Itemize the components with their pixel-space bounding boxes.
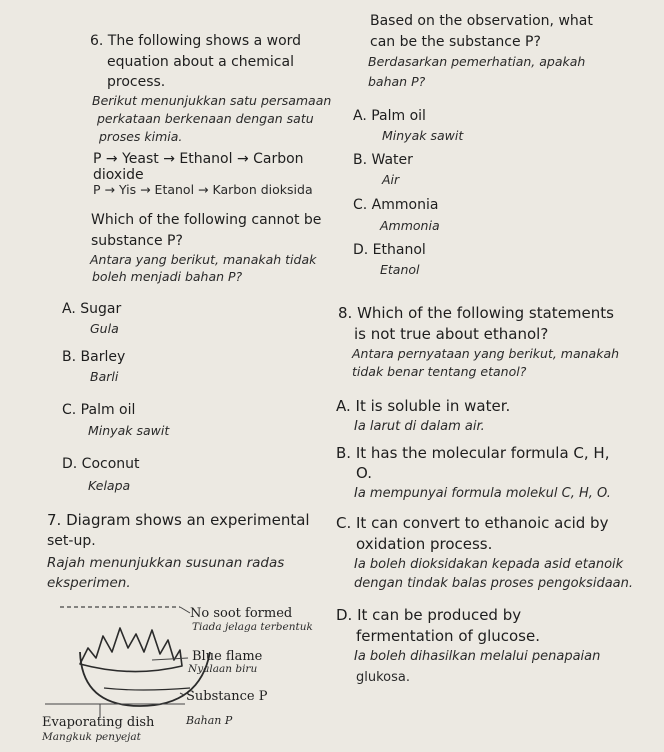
q6-equation-line-1: P → Yeast → Ethanol → Carbon xyxy=(93,151,304,167)
q6-question-my-line-1: Antara yang berikut, manakah tidak xyxy=(90,252,317,267)
q8-option-b-my: Ia mempunyai formula molekul C, H, O. xyxy=(354,486,611,501)
q8-option-d-my-line-1: Ia boleh dihasilkan melalui penapaian xyxy=(354,649,601,664)
q7-option-d-my: Etanol xyxy=(380,262,420,277)
q6-option-a[interactable]: A. Sugar xyxy=(62,301,122,317)
q6-question-line-1: Which of the following cannot be xyxy=(91,212,322,228)
q6-stem-my-line-2: perkataan berkenaan dengan satu xyxy=(97,111,314,126)
q6-equation-my: P → Yis → Etanol → Karbon dioksida xyxy=(93,182,313,197)
label-no-soot-my: Tiada jelaga terbentuk xyxy=(192,621,313,633)
q6-option-b-my: Barli xyxy=(90,369,119,384)
q8-stem-line-2: is not true about ethanol? xyxy=(354,325,549,343)
flame-leader-line xyxy=(152,658,188,660)
liquid-surface xyxy=(104,688,190,690)
q8-stem-my-line-1: Antara pernyataan yang berikut, manakah xyxy=(352,346,620,361)
q7-option-b[interactable]: B. Water xyxy=(353,152,413,168)
q7-option-c-my: Ammonia xyxy=(380,218,440,233)
q6-stem-my-line-1: Berikut menunjukkan satu persamaan xyxy=(92,93,332,108)
q8-option-c-line-2: oxidation process. xyxy=(356,535,493,553)
q8-option-d-line-2: fermentation of glucose. xyxy=(356,627,540,645)
label-substance-p-my: Bahan P xyxy=(186,714,233,727)
q7-option-c[interactable]: C. Ammonia xyxy=(353,197,439,213)
q7-stem-line-1: 7. Diagram shows an experimental xyxy=(47,511,310,529)
q8-option-a[interactable]: A. It is soluble in water. xyxy=(336,397,511,415)
q7-option-a[interactable]: A. Palm oil xyxy=(353,108,426,124)
q7-stem-my-line-2: eksperimen. xyxy=(47,575,131,591)
label-evaporating-dish-my: Mangkuk penyejat xyxy=(42,731,141,743)
q6-stem-my-line-3: proses kimia. xyxy=(99,129,183,144)
q8-option-c-my-line-2: dengan tindak balas proses pengoksidaan. xyxy=(354,576,633,591)
q7-question-my-line-2: bahan P? xyxy=(368,74,426,89)
label-blue-flame-my: Nyalaan biru xyxy=(188,663,258,675)
q7-option-d[interactable]: D. Ethanol xyxy=(353,242,426,258)
q8-stem-my-line-2: tidak benar tentang etanol? xyxy=(352,364,527,379)
q7-question-line-1: Based on the observation, what xyxy=(370,13,593,29)
q7-option-a-my: Minyak sawit xyxy=(382,128,464,143)
q6-equation-line-2: dioxide xyxy=(93,167,144,183)
label-no-soot: No soot formed xyxy=(190,606,293,621)
label-substance-p: Substance P xyxy=(186,689,268,704)
q7-question-line-2: can be the substance P? xyxy=(370,34,541,50)
q6-stem-line-2: equation about a chemical xyxy=(107,54,294,70)
q7-stem-line-2: set-up. xyxy=(47,533,96,549)
q6-option-d[interactable]: D. Coconut xyxy=(62,456,140,472)
q8-option-d-line-1[interactable]: D. It can be produced by xyxy=(336,606,522,624)
q7-option-b-my: Air xyxy=(382,172,400,187)
q7-stem-my-line-1: Rajah menunjukkan susunan radas xyxy=(47,555,285,571)
q6-question-my-line-2: boleh menjadi bahan P? xyxy=(92,269,243,284)
q6-option-a-my: Gula xyxy=(90,321,119,336)
q8-option-d-my-line-2: glukosa. xyxy=(356,670,410,685)
q8-option-b-line-2: O. xyxy=(356,464,372,482)
q6-stem-line-3: process. xyxy=(107,74,166,90)
flame-icon xyxy=(80,628,182,672)
label-blue-flame: Blue flame xyxy=(192,649,263,664)
experiment-diagram xyxy=(40,600,330,750)
label-evaporating-dish: Evaporating dish xyxy=(42,715,155,730)
q6-option-c[interactable]: C. Palm oil xyxy=(62,402,136,418)
q6-question-line-2: substance P? xyxy=(91,233,183,249)
q8-option-c-line-1[interactable]: C. It can convert to ethanoic acid by xyxy=(336,514,609,532)
q6-stem-line-1: 6. The following shows a word xyxy=(90,33,302,49)
q8-option-b-line-1[interactable]: B. It has the molecular formula C, H, xyxy=(336,444,610,462)
q7-question-my-line-1: Berdasarkan pemerhatian, apakah xyxy=(368,54,586,69)
q8-option-c-my-line-1: Ia boleh dioksidakan kepada asid etanoik xyxy=(354,557,624,572)
q8-stem-line-1: 8. Which of the following statements xyxy=(338,304,614,322)
q6-option-c-my: Minyak sawit xyxy=(88,423,170,438)
q6-option-b[interactable]: B. Barley xyxy=(62,349,126,365)
q8-option-a-my: Ia larut di dalam air. xyxy=(354,419,485,434)
q6-option-d-my: Kelapa xyxy=(88,478,131,493)
